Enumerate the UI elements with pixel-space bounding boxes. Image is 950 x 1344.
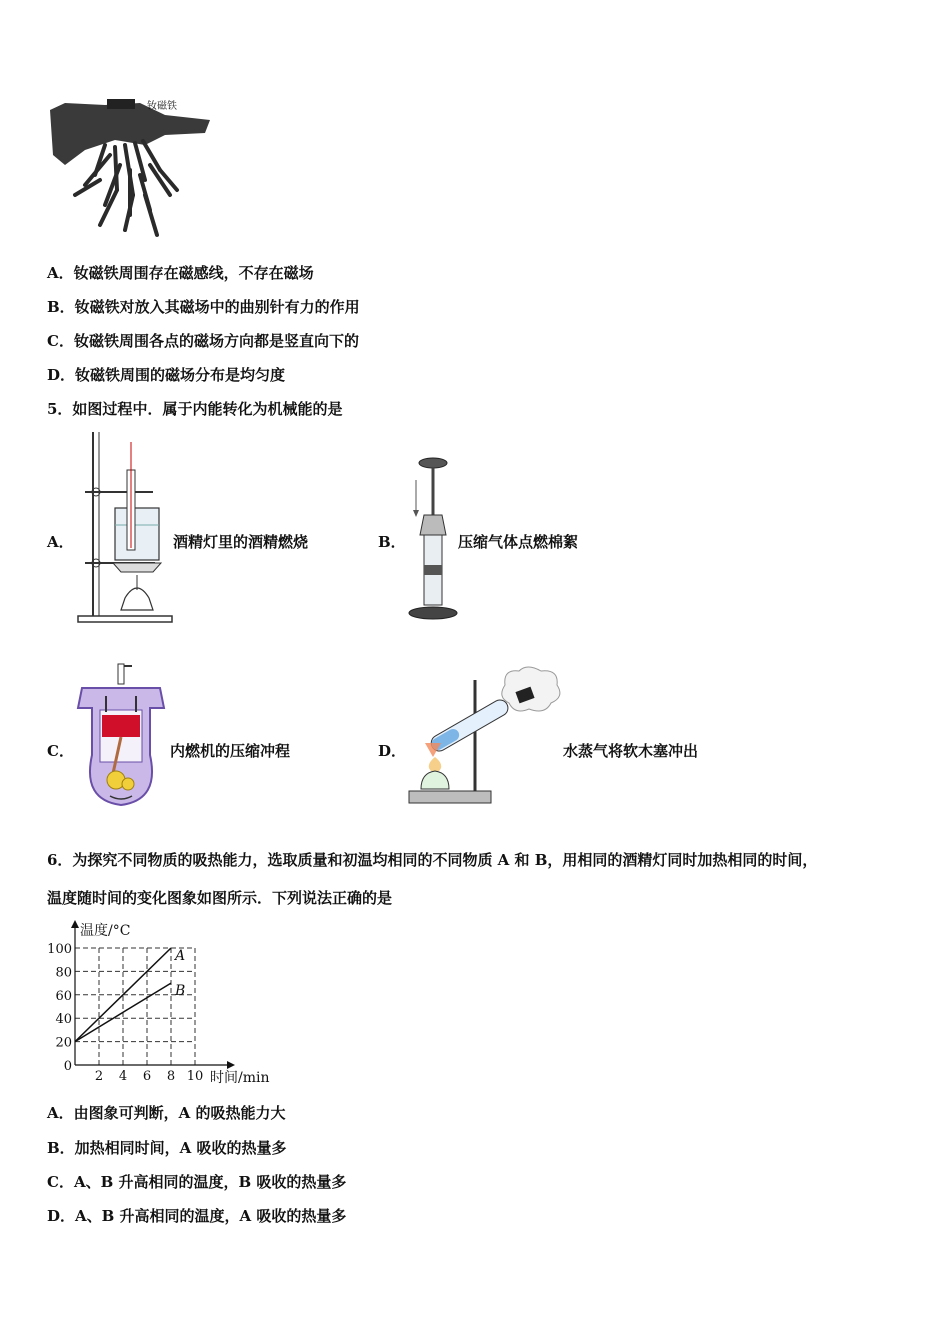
magnet-label: 钕磁铁 [147,101,177,112]
q4-option-a: A．钕磁铁周围存在磁感线，不存在磁场 [47,264,314,282]
q5-stem: 5．如图过程中．属于内能转化为机械能的是 [47,400,343,418]
y-tick-label: 80 [55,965,72,981]
q6-option-c: C．A、B 升高相同的温度，B 吸收的热量多 [47,1173,347,1191]
q6-stem-line2: 温度随时间的变化图象如图所示．下列说法正确的是 [47,889,393,907]
y-tick-label: 40 [55,1012,72,1028]
x-tick-label: 2 [94,1069,104,1084]
y-tick-label: 60 [55,988,72,1004]
temperature-chart [40,915,290,1090]
x-tick-label: 10 [186,1069,204,1084]
y-tick-label: 0 [63,1059,72,1074]
q5-option-c-figure [72,660,170,810]
x-tick-label: 6 [142,1069,152,1084]
chart-grid [75,948,195,1065]
y-tick-label: 100 [47,942,72,957]
y-axis-label: 温度/°C [80,923,131,939]
x-tick-label: 4 [118,1069,128,1084]
magnet-figure [45,95,215,240]
q5-option-c-letter: C． [47,742,74,760]
q5-option-b-figure [400,455,460,625]
series-label-a: A [175,948,186,964]
q4-option-c: C．钕磁铁周围各点的磁场方向都是竖直向下的 [47,332,359,350]
y-axis-arrow [71,920,79,928]
q4-option-b: B．钕磁铁对放入其磁场中的曲别针有力的作用 [47,298,360,316]
q6-option-b: B．加热相同时间，A 吸收的热量多 [47,1139,287,1157]
series-label-b: B [175,983,186,1000]
q5-option-d-letter: D． [378,742,407,760]
q5-option-a-caption: 酒精灯里的酒精燃烧 [173,533,309,551]
y-tick-label: 20 [55,1035,72,1051]
q6-option-a: A．由图象可判断，A 的吸热能力大 [47,1104,286,1122]
q4-option-d: D．钕磁铁周围的磁场分布是均匀度 [47,366,286,384]
q6-stem-line1: 6．为探究不同物质的吸热能力，选取质量和初温均相同的不同物质 A 和 B，用相同的酒精灯同时加热相同的时间， [47,851,818,869]
x-tick-label: 8 [166,1069,176,1084]
q5-option-b-caption: 压缩气体点燃棉絮 [458,533,579,551]
x-axis-arrow [227,1061,235,1069]
q5-option-a-figure [75,430,175,625]
x-axis-label: 时间/min [210,1070,270,1086]
q5-option-d-figure [405,665,565,810]
q6-option-d: D．A、B 升高相同的温度，A 吸收的热量多 [47,1207,347,1225]
q5-option-b-letter: B． [378,533,406,551]
q5-option-a-letter: A． [47,533,74,551]
q5-option-d-caption: 水蒸气将软木塞冲出 [563,742,699,760]
q5-option-c-caption: 内燃机的压缩冲程 [170,742,291,760]
